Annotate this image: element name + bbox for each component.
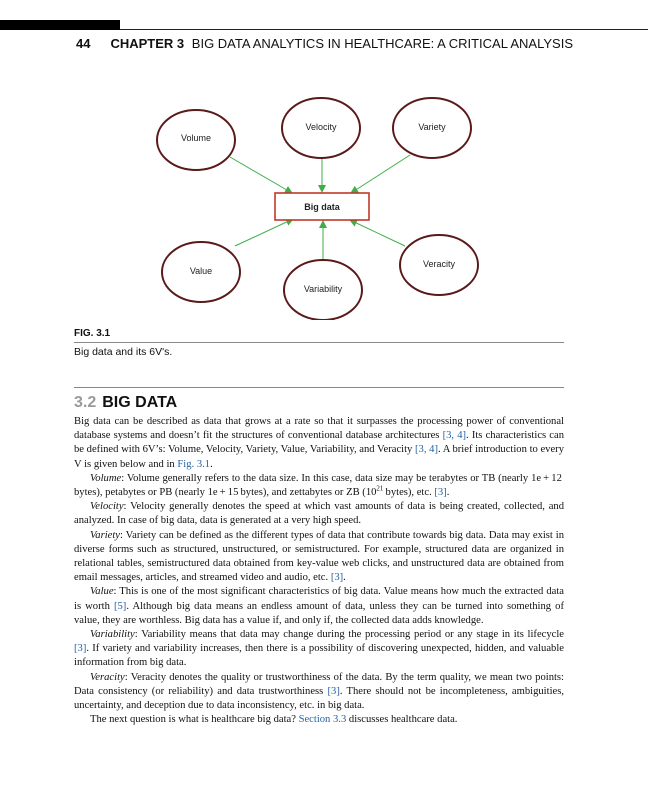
citation-link[interactable]: [3]	[74, 643, 87, 655]
node-value-label: Value	[189, 266, 213, 276]
term-velocity: Velocity	[90, 501, 124, 513]
paragraph-volume	[74, 472, 564, 500]
text-run: .	[446, 487, 450, 499]
figure-rule	[74, 342, 564, 343]
text-run: : Variability means that data may change during the processing period or any stage in its lifecycle	[134, 629, 564, 641]
node-veracity-label: Veracity	[422, 259, 456, 269]
section-rule	[74, 387, 564, 388]
text-run: The next question is what is healthcare big data?	[90, 714, 299, 726]
text-run: Big data can be described as data that grows at a rate so that it surpasses the processing power of conventional database systems and doesn’t fit the structures of conventional database architectures	[74, 416, 564, 442]
node-velocity-label: Velocity	[305, 122, 337, 132]
figure-link[interactable]: Fig. 3.1	[177, 458, 211, 470]
edge-value	[235, 219, 293, 246]
figure-label: FIG. 3.1	[74, 328, 111, 339]
citation-link[interactable]: [5]	[113, 600, 127, 612]
paragraph-intro	[74, 415, 564, 472]
figure-caption: Big data and its 6V's.	[74, 346, 173, 358]
text-run: . A brief introduction to every V is given below and in	[74, 444, 564, 470]
chapter-label: CHAPTER 3	[110, 36, 185, 51]
citation-link[interactable]: [3]	[330, 572, 344, 584]
text-run: .	[343, 572, 346, 584]
text-run: : Volume generally refers to the data size. In this case, data size may be terabytes or TB (nearly 1e + 12 bytes), petabytes or PB (nearly 1e + 15 bytes), and zettabytes or ZB (10	[74, 472, 564, 499]
citation-link[interactable]: [3]	[434, 487, 447, 499]
citation-link[interactable]: [3, 4]	[415, 444, 438, 456]
paragraph-velocity	[74, 500, 564, 528]
edge-variety	[351, 155, 410, 193]
text-run: . Its characteristics can be defined with 6V’s: Volume, Velocity, Variety, Value, Variability, and Veracity	[74, 430, 564, 456]
text-run: . Although big data means an endless amount of data, unless they can be turned into something of value, they are worthless. Big data has a value if, and only if, the collected data adds knowledge.	[74, 600, 565, 626]
figure-diagram	[0, 0, 648, 320]
edge-volume	[230, 157, 292, 193]
term-value: Value	[90, 586, 114, 598]
text-run: : This is one of the most significant characteristics of big data. Value means how much the extracted data is worth	[74, 586, 564, 612]
edge-veracity	[350, 220, 405, 246]
section-title: BIG DATA	[102, 394, 178, 411]
text-run: : Velocity generally denotes the speed at which vast amounts of data is being created, collected, and analyzed. In case of big data, data is generated at a very high speed.	[74, 501, 564, 527]
node-volume-label: Volume	[180, 133, 212, 143]
text-run: . If variety and variability increases, then there is a possibility of discovering unexpected, hidden, and valuable information from big data.	[74, 643, 564, 669]
page-number: 44	[76, 36, 91, 51]
text-run: bytes), etc.	[383, 487, 435, 499]
text-run: .	[210, 458, 213, 470]
chapter-title: BIG DATA ANALYTICS IN HEALTHCARE: A CRITICAL ANALYSIS	[191, 36, 573, 51]
citation-link[interactable]: [3]	[327, 685, 340, 697]
term-variety: Variety	[90, 529, 121, 541]
body-text	[74, 415, 564, 727]
section-link[interactable]: Section 3.3	[298, 714, 347, 726]
paragraph-veracity	[74, 671, 564, 714]
paragraph-value	[74, 585, 564, 628]
node-variability-label: Variability	[303, 284, 343, 294]
text-run: : Variety can be defined as the different types of data that contribute towards big data. Data may exist in diverse forms such as structured, unstructured, or semistructured. For example, structured data are organized in relational tables, semistructured data obtained from key-value web clicks, and unstructured data are obtained from email messages, articles, and streamed video and audio, etc.	[74, 529, 564, 584]
paragraph-variability	[74, 628, 564, 671]
term-variability: Variability	[90, 629, 135, 641]
term-volume: Volume	[90, 472, 122, 484]
section-number: 3.2	[74, 394, 97, 411]
citation-link[interactable]: [3, 4]	[442, 430, 467, 442]
paragraph-next	[74, 713, 564, 727]
superscript: 21	[376, 484, 384, 493]
node-variety-label: Variety	[418, 122, 446, 132]
text-run: discusses healthcare data.	[346, 714, 458, 726]
paragraph-variety	[74, 529, 564, 586]
text-run: : Veracity denotes the quality or trustworthiness of the data. By the term quality, we mean two points: Data consistency (or reliability) and data trustworthiness	[74, 671, 564, 697]
text-run: . There should not be incompleteness, ambiguities, uncertainty, and deception due to data inconsistency, etc. in big data.	[74, 685, 564, 712]
center-label: Big data	[304, 202, 340, 212]
term-veracity: Veracity	[90, 671, 125, 683]
section-heading	[74, 394, 177, 412]
